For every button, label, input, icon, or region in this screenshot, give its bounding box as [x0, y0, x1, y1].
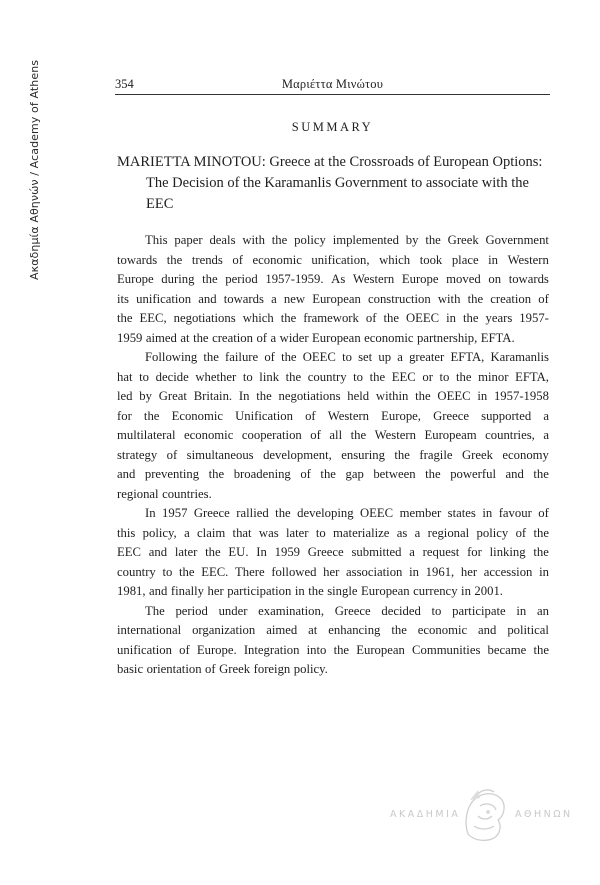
article-title-line: MARIETTA MINOTOU: Greece at the Crossroads of European Options:: [117, 154, 543, 170]
paragraph-line: hat to decide whether to link the country to the EEC or to the minor EFTA,: [117, 369, 549, 384]
paragraph-line: for the Economic Unification of Western Europe, Greece supported a: [117, 408, 549, 423]
paragraph-line: the EEC, negotiations which the framework of the OEEC in the years 1957-: [117, 311, 549, 325]
summary-paragraph: [117, 602, 549, 680]
paragraph-line: towards the trends of economic unification, which took place in Western: [117, 252, 549, 267]
paragraph-line: country to the EEC. There followed her association in 1961, her accession in: [117, 564, 549, 579]
article-title: [117, 152, 550, 215]
summary-paragraph: [117, 231, 549, 348]
paragraph-line: multilateral economic cooperation of all the Western Europeam countries, a: [117, 428, 549, 442]
side-stamp: [28, 40, 48, 280]
watermark-left-text: ΑΚΑΔΗΜΙΑ: [390, 809, 461, 820]
paragraph-line: this policy, a claim that was later to materialize as a regional policy of the: [117, 525, 549, 540]
paragraph-line: EEC and later the EU. In 1959 Greece submitted a request for linking the: [117, 545, 549, 559]
paragraph-line: led by Great Britain. In the negotiations held within the OEEC in 1957-1958: [117, 389, 549, 403]
paragraph-line: 1959 aimed at the creation of a wider European economic partnership, EFTA.: [117, 330, 515, 345]
summary-paragraph: [117, 348, 549, 504]
paragraph-line: 1981, and finally her participation in the single European currency in 2001.: [117, 584, 503, 598]
paragraph-line: This paper deals with the policy implemented by the Greek Government: [145, 233, 549, 247]
running-title: Μαριέττα Μινώτου: [281, 77, 384, 91]
athena-head-seal-icon: [458, 786, 510, 844]
paragraph-line: regional countries.: [117, 486, 212, 501]
article-title-line: The Decision of the Karamanlis Government to associate with the: [146, 175, 529, 191]
academy-stamp-text: Ακαδημία Αθηνών / Academy of Athens: [28, 59, 41, 280]
paragraph-line: strategy of simultaneous development, ensuring the fragile Greek economy: [117, 447, 549, 462]
paragraph-line: and preventing the broadening of the gap between the powerful and the: [117, 467, 549, 481]
academy-watermark: [390, 786, 590, 846]
watermark-right-text: ΑΘΗΝΩΝ: [515, 809, 573, 820]
paragraph-line: The period under examination, Greece decided to participate in an: [145, 603, 549, 618]
summary-body: [117, 231, 549, 680]
page-number: 354: [115, 77, 134, 91]
summary-paragraph: [117, 504, 549, 602]
article-title-line: EEC: [146, 196, 174, 212]
paragraph-line: unification of Europe. Integration into the European Communities became the: [117, 642, 549, 657]
running-head: [115, 76, 550, 95]
section-heading: SUMMARY: [291, 120, 374, 134]
paragraph-line: Following the failure of the OEEC to set up a greater EFTA, Karamanlis: [145, 350, 549, 364]
paragraph-line: basic orientation of Greek foreign policy.: [117, 662, 328, 676]
paragraph-line: international organization aimed at enhancing the economic and political: [117, 623, 549, 637]
paragraph-line: Europe during the period 1957-1959. As Western Europe moved on towards: [117, 272, 549, 286]
paragraph-line: In 1957 Greece rallied the developing OEEC member states in favour of: [145, 506, 549, 520]
paragraph-line: its unification and towards a new European construction with the creation of: [117, 291, 549, 306]
